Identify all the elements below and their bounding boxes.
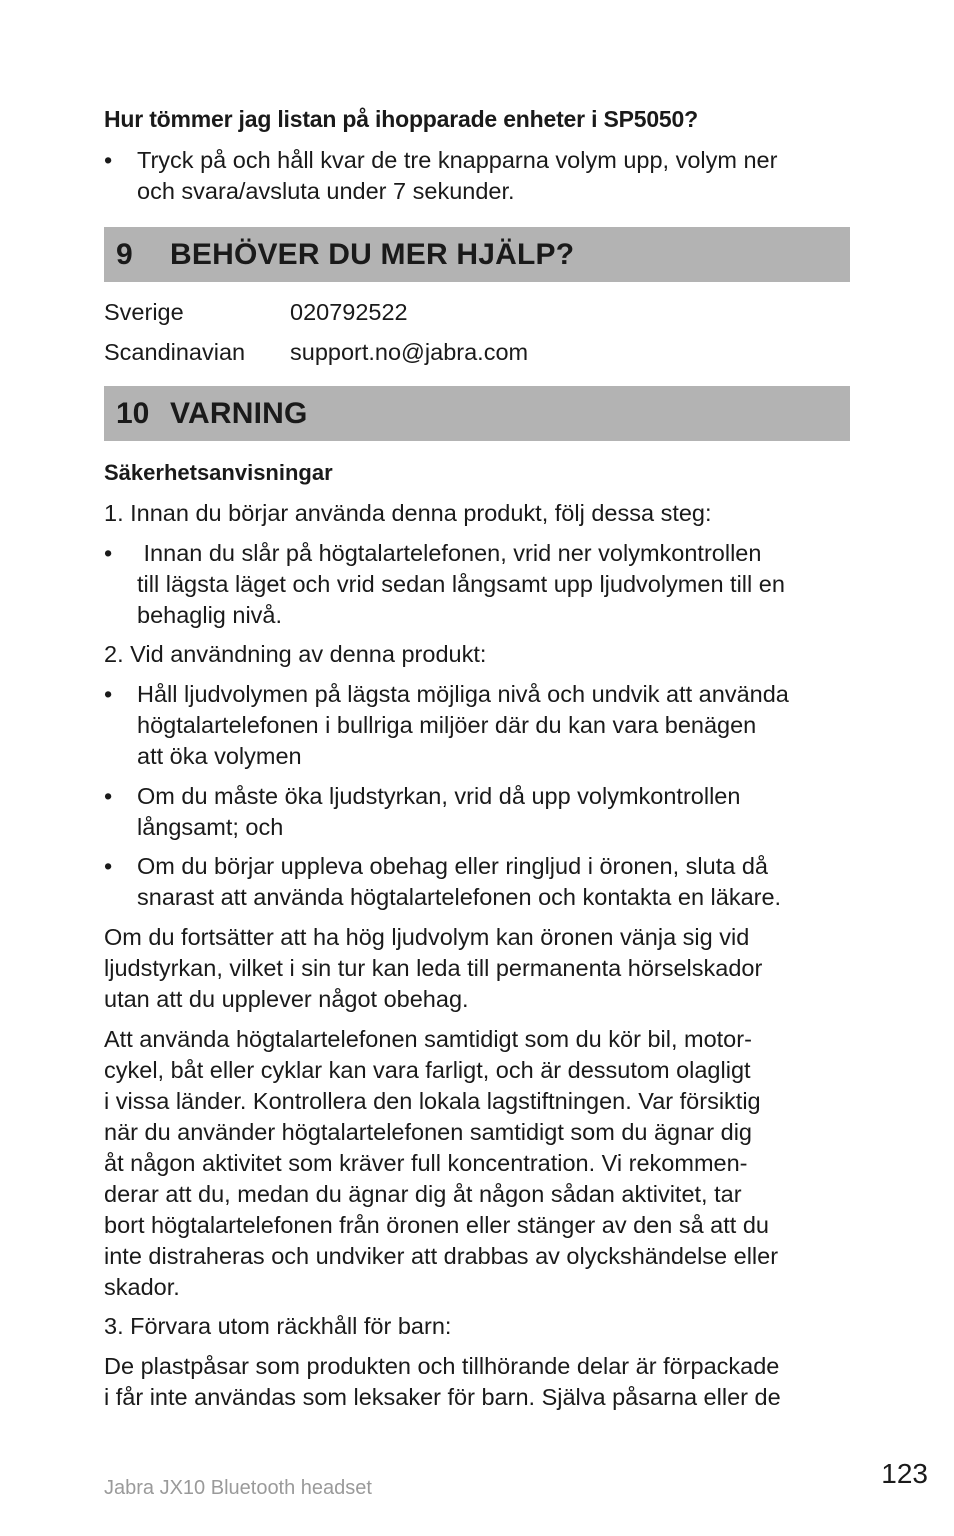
step-2-bullet [104, 679, 850, 772]
paragraph-line: Om du fortsätter att ha hög ljudvolym kan öronen vänja sig vid [104, 924, 750, 950]
bullet-line: att öka volymen [137, 743, 302, 769]
section-10-header [104, 386, 850, 441]
bullet-line: snarast att använda högtalartelefonen och kontakta en läkare. [137, 884, 782, 910]
paragraph-line: derar att du, medan du ägnar dig åt någon sådan aktivitet, tar [104, 1181, 742, 1207]
step-1-heading [104, 498, 850, 529]
bullet-marker: • [104, 853, 113, 879]
step-text: 3. Förvara utom räckhåll för barn: [104, 1313, 452, 1339]
bullet-line: till lägsta läget och vrid sedan långsamt upp ljudvolymen till en [137, 571, 785, 597]
children-warning-paragraph [104, 1351, 850, 1413]
paragraph-line: i vissa länder. Kontrollera den lokala lagstiftningen. Var försiktig [104, 1088, 761, 1114]
bullet-marker: • [104, 783, 113, 809]
safety-subtitle: Säkerhetsanvisningar [104, 460, 333, 485]
paragraph-line: Att använda högtalartelefonen samtidigt som du kör bil, motor- [104, 1026, 752, 1052]
section-title: BEHÖVER DU MER HJÄLP? [170, 237, 575, 271]
paragraph-line: inte distraheras och undviker att drabbas av olyckshändelse eller [104, 1243, 779, 1269]
bullet-line: högtalartelefonen i bullriga miljöer där du kan vara benägen [137, 712, 757, 738]
bullet-marker: • [104, 147, 113, 173]
section-number: 9 [116, 237, 133, 271]
step-2-heading [104, 639, 850, 670]
bullet-line: Om du börjar uppleva obehag eller ringljud i öronen, sluta då [137, 853, 768, 879]
footer-brand: Jabra JX10 Bluetooth headset [104, 1477, 372, 1499]
page-number: 123 [881, 1458, 928, 1489]
paragraph-line: ljudstyrkan, vilket i sin tur kan leda till permanenta hörselskador [104, 955, 763, 981]
paragraph-line: när du använder högtalartelefonen samtidigt som du ägnar dig [104, 1119, 752, 1145]
paragraph-line: cykel, båt eller cyklar kan vara farligt, och är dessutom olagligt [104, 1057, 751, 1083]
step-2-bullet [104, 851, 850, 913]
section-9-header [104, 227, 850, 282]
paragraph-line: bort högtalartelefonen från öronen eller stänger av den så att du [104, 1212, 769, 1238]
bullet-line: Om du måste öka ljudstyrkan, vrid då upp volymkontrollen [137, 783, 741, 809]
contact-value: support.no@jabra.com [290, 339, 529, 365]
bullet-line: behaglig nivå. [137, 602, 283, 628]
paragraph-line: De plastpåsar som produkten och tillhörande delar är förpackade [104, 1353, 780, 1379]
contact-row-sverige [104, 297, 408, 328]
bullet-marker: • [104, 681, 113, 707]
faq-question: Hur tömmer jag listan på ihopparade enheter i SP5050? [104, 106, 698, 132]
bullet-line: långsamt; och [137, 814, 284, 840]
paragraph-line: åt någon aktivitet som kräver full koncentration. Vi rekommen- [104, 1150, 748, 1176]
bullet-line: Tryck på och håll kvar de tre knapparna volym upp, volym ner [137, 147, 778, 173]
step-1-bullet [104, 538, 850, 631]
hearing-warning-paragraph [104, 922, 850, 1015]
section-title: VARNING [170, 396, 308, 430]
section-number: 10 [116, 396, 150, 430]
contact-row-scandinavian [104, 337, 528, 368]
contact-label: Scandinavian [104, 339, 246, 365]
faq-bullet [104, 145, 850, 207]
bullet-line: Innan du slår på högtalartelefonen, vrid ner volymkontrollen [137, 540, 762, 566]
step-3-heading [104, 1311, 850, 1342]
step-2-bullet [104, 781, 850, 843]
step-text: 1. Innan du börjar använda denna produkt, följ dessa steg: [104, 500, 712, 526]
contact-value: 020792522 [290, 299, 408, 325]
step-text: 2. Vid användning av denna produkt: [104, 641, 487, 667]
paragraph-line: utan att du upplever något obehag. [104, 986, 469, 1012]
bullet-line: och svara/avsluta under 7 sekunder. [137, 178, 515, 204]
contact-label: Sverige [104, 299, 184, 325]
driving-warning-paragraph [104, 1024, 850, 1303]
paragraph-line: i får inte användas som leksaker för barn. Själva påsarna eller de [104, 1384, 781, 1410]
bullet-marker: • [104, 540, 113, 566]
paragraph-line: skador. [104, 1274, 180, 1300]
bullet-line: Håll ljudvolymen på lägsta möjliga nivå och undvik att använda [137, 681, 789, 707]
